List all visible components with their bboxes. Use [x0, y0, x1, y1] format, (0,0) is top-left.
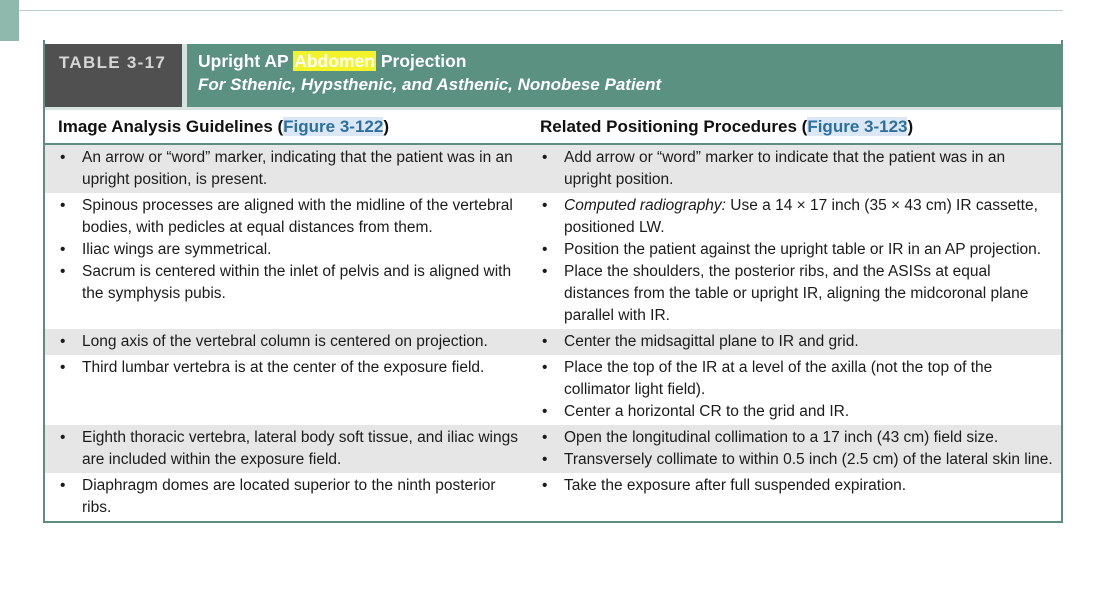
- table-title-box: [182, 44, 1061, 107]
- positioning-table: [43, 40, 1063, 523]
- column-header-left-label: Image Analysis Guidelines (: [58, 116, 284, 136]
- guideline-cell: [45, 355, 527, 425]
- guideline-cell: [45, 425, 527, 473]
- list-item: • Add arrow or “word” marker to indicate that the patient was in an upright position.: [540, 147, 1053, 191]
- computed-radiography-text: Use a 14 × 17 inch (35 × 43 cm) IR cassette, positioned LW.: [564, 197, 1038, 236]
- column-header-right-label: Related Positioning Procedures (: [540, 116, 808, 136]
- corner-tab: [0, 0, 19, 41]
- title-pre: Upright AP: [198, 51, 289, 71]
- figure-3-122-link[interactable]: Figure 3-122: [283, 116, 384, 136]
- list-item: • Place the shoulders, the posterior ribs, and the ASISs at equal distances from the table or upright IR, aligning the midcoronal plane parallel with IR.: [540, 261, 1053, 327]
- procedure-cell: [527, 425, 1061, 473]
- list-item: • Center the midsagittal plane to IR and grid.: [540, 331, 1053, 353]
- column-headers: [45, 107, 1061, 145]
- table-label: [45, 44, 182, 107]
- guideline-cell: [45, 145, 527, 193]
- column-header-right: [527, 117, 1061, 137]
- figure-3-123-link[interactable]: Figure 3-123: [807, 116, 908, 136]
- table-row: [45, 473, 1061, 521]
- procedure-cell: [527, 193, 1061, 329]
- table-row: [45, 145, 1061, 193]
- list-item: • Long axis of the vertebral column is centered on projection.: [58, 331, 527, 353]
- top-rule: [19, 10, 1063, 11]
- title-post: Projection: [380, 51, 467, 71]
- list-item: • Take the exposure after full suspended expiration.: [540, 475, 1053, 497]
- guideline-cell: [45, 329, 527, 355]
- table-row: [45, 329, 1061, 355]
- guideline-cell: [45, 473, 527, 521]
- table-subtitle: For Sthenic, Hypsthenic, and Asthenic, Nonobese Patient: [198, 75, 662, 94]
- computed-radiography-label: Computed radiography:: [564, 197, 726, 214]
- table-row: [45, 425, 1061, 473]
- table-row: [45, 355, 1061, 425]
- list-item: • Sacrum is centered within the inlet of pelvis and is aligned with the symphysis pubis.: [58, 261, 527, 305]
- list-item: • Third lumbar vertebra is at the center of the exposure field.: [58, 357, 527, 379]
- list-item: • Eighth thoracic vertebra, lateral body soft tissue, and iliac wings are included within the exposure field.: [58, 427, 527, 471]
- list-item: • Position the patient against the upright table or IR in an AP projection.: [540, 239, 1053, 261]
- procedure-cell: [527, 473, 1061, 521]
- procedure-cell: [527, 329, 1061, 355]
- title-highlight: Abdomen: [294, 51, 375, 71]
- column-header-left-close: ): [383, 116, 389, 136]
- list-item: • Iliac wings are symmetrical.: [58, 239, 527, 261]
- list-item: • Place the top of the IR at a level of the axilla (not the top of the collimator light field).: [540, 357, 1053, 401]
- list-item: • Diaphragm domes are located superior to the ninth posterior ribs.: [58, 475, 527, 519]
- list-item: [540, 195, 1053, 239]
- procedure-cell: [527, 355, 1061, 425]
- list-item: • Open the longitudinal collimation to a 17 inch (43 cm) field size.: [540, 427, 1053, 449]
- list-item: • Spinous processes are aligned with the midline of the vertebral bodies, with pedicles at equal distances from them.: [58, 195, 527, 239]
- table-title: [198, 49, 1061, 73]
- column-header-left: [45, 117, 527, 137]
- table-header: [45, 44, 1061, 107]
- table-label-text: TABLE 3-17: [59, 53, 167, 72]
- procedure-cell: [527, 145, 1061, 193]
- column-header-right-close: ): [907, 116, 914, 136]
- list-item: • Transversely collimate to within 0.5 inch (2.5 cm) of the lateral skin line.: [540, 449, 1053, 471]
- table-row: [45, 193, 1061, 329]
- guideline-cell: [45, 193, 527, 329]
- list-item: • Center a horizontal CR to the grid and IR.: [540, 401, 1053, 423]
- list-item: • An arrow or “word” marker, indicating that the patient was in an upright position, is present.: [58, 147, 527, 191]
